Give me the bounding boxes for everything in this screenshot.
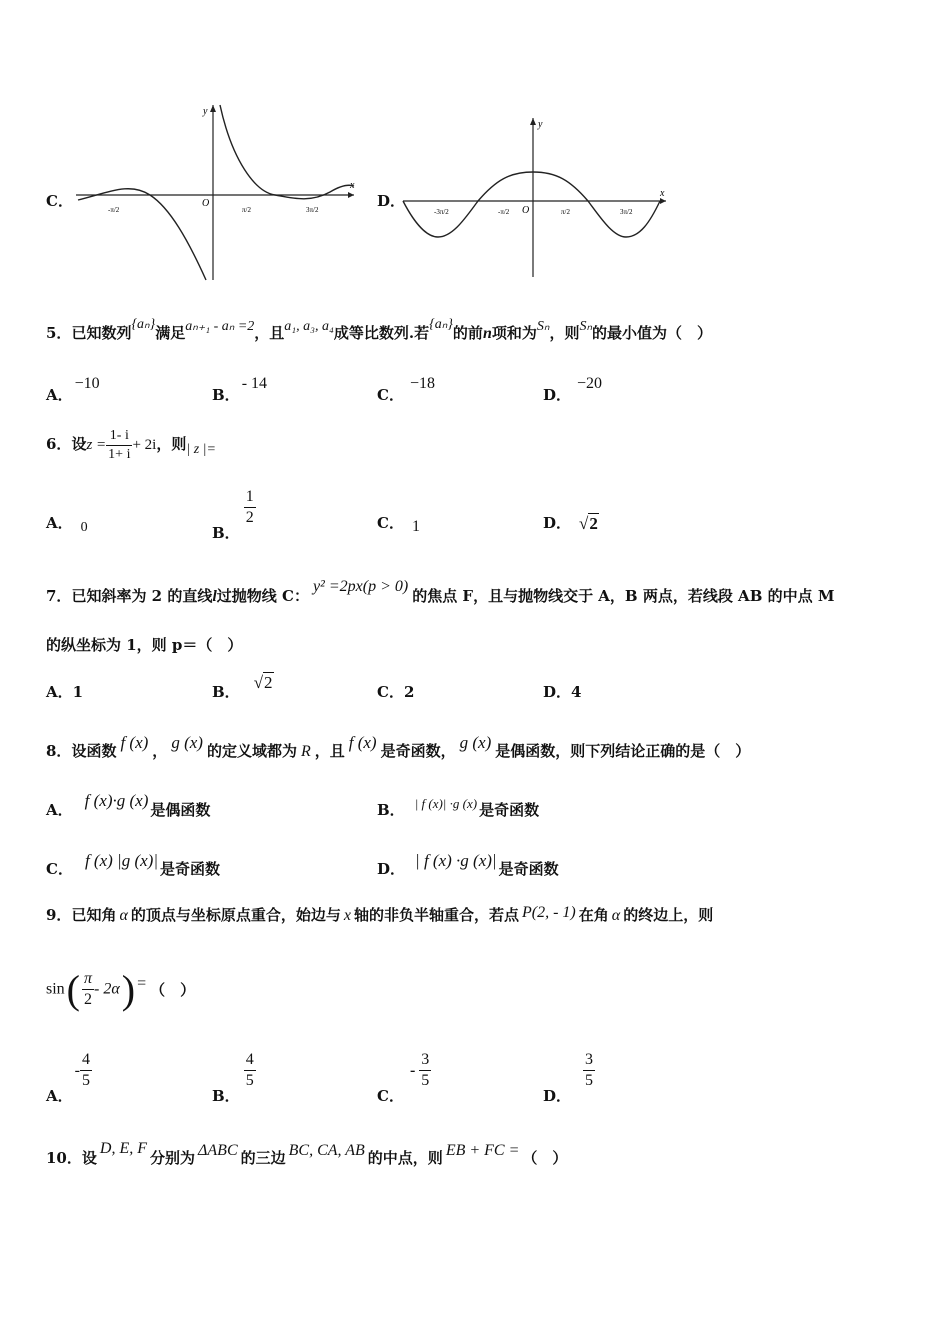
q8-option-d[interactable] bbox=[377, 851, 559, 879]
q9-option-c-num: 3 bbox=[419, 1050, 431, 1071]
q5-text-6: 项和为 bbox=[491, 324, 537, 342]
question-5 bbox=[46, 317, 713, 343]
q9-equals: = bbox=[137, 974, 147, 992]
q5-option-d[interactable] bbox=[543, 375, 603, 405]
q5-option-b[interactable] bbox=[212, 375, 268, 405]
q8-option-c[interactable] bbox=[46, 851, 221, 879]
q10-number: 10． bbox=[46, 1149, 82, 1167]
q5-option-b-value: - 14 bbox=[241, 375, 268, 392]
q10-expression: EB + FC = bbox=[445, 1142, 520, 1159]
q10-text-4: 的中点，则 bbox=[367, 1149, 443, 1167]
q6-option-a-label: A． bbox=[46, 514, 73, 532]
graph-d-tick-0: -3π/2 bbox=[434, 208, 449, 216]
q9-x: x bbox=[343, 907, 351, 924]
q9-right-paren: ) bbox=[121, 967, 136, 1012]
q7-option-b-label: B． bbox=[212, 683, 240, 701]
q9-option-b-label: B． bbox=[212, 1086, 240, 1105]
q9-alpha-2: α bbox=[611, 907, 621, 924]
q5-text-1: 已知数列 bbox=[71, 324, 132, 342]
q9-option-c[interactable] bbox=[377, 1050, 431, 1105]
q8-text-2: 的定义域都为 bbox=[206, 742, 297, 760]
q6-frac-num: 1- i bbox=[106, 427, 132, 446]
q5-terms: a₁, a₃, a₄ bbox=[284, 319, 334, 334]
q6-option-a[interactable] bbox=[46, 512, 88, 533]
q9-option-a-den: 5 bbox=[81, 1072, 90, 1089]
graph-d-origin: O bbox=[522, 205, 530, 216]
q9-option-d-num: 3 bbox=[583, 1050, 595, 1071]
q7-text-1: 已知斜率为 2 的直线 bbox=[71, 587, 213, 605]
question-10 bbox=[46, 1140, 568, 1168]
graph-c-origin: O bbox=[202, 198, 210, 209]
graph-c-y-arrow bbox=[210, 105, 216, 112]
q8-option-a-label: A． bbox=[46, 801, 73, 819]
q5-sn: Sₙ bbox=[536, 319, 550, 334]
q5-seq: {aₙ} bbox=[131, 317, 156, 332]
q6-option-d[interactable] bbox=[543, 512, 599, 533]
q5-text-8: 的最小值为（ ） bbox=[592, 324, 713, 342]
q9-option-c-den: 5 bbox=[421, 1072, 430, 1089]
graph-c bbox=[70, 100, 360, 285]
q7-option-d[interactable] bbox=[543, 681, 581, 702]
q10-sides: BC, CA, AB bbox=[288, 1142, 365, 1159]
q10-text-3: 的三边 bbox=[240, 1149, 286, 1167]
q9-left-paren: ( bbox=[66, 967, 80, 1012]
graph-d-y-label: y bbox=[538, 119, 543, 130]
graph-d-x-label: x bbox=[660, 188, 665, 199]
q5-option-d-label: D． bbox=[543, 386, 572, 404]
q7-text-3: 的焦点 F，且与抛物线交于 A，B 两点，若线段 AB 的中点 M bbox=[412, 587, 835, 605]
q9-point-P: P(2, - 1) bbox=[522, 904, 576, 921]
graph-c-x-label: x bbox=[350, 180, 355, 191]
q7-option-b-root: √2 bbox=[253, 673, 273, 692]
option-c-label: C． bbox=[46, 192, 73, 210]
q9-option-d-den: 5 bbox=[585, 1072, 594, 1089]
q6-text-2: ，则 bbox=[156, 435, 187, 453]
q9-option-c-label: C． bbox=[377, 1086, 404, 1105]
q6-number: 6． bbox=[46, 435, 72, 453]
q5-option-c-label: C． bbox=[377, 386, 404, 404]
q6-option-d-label: D． bbox=[543, 514, 572, 532]
q7-option-a[interactable] bbox=[46, 681, 83, 702]
graph-c-y-label: y bbox=[203, 106, 208, 117]
q7-option-a-value: 1 bbox=[72, 683, 84, 701]
q9-option-b-den: 5 bbox=[245, 1072, 254, 1089]
q9-two: 2 bbox=[84, 991, 92, 1008]
q9-option-a[interactable] bbox=[46, 1050, 92, 1105]
q5-option-a-value: −10 bbox=[74, 375, 100, 392]
q8-option-a-text: 是偶函数 bbox=[150, 801, 211, 819]
q5-option-a-label: A． bbox=[46, 386, 73, 404]
graph-d bbox=[398, 112, 673, 282]
q8-R: R bbox=[300, 743, 311, 760]
q9-alpha: α bbox=[119, 907, 128, 924]
q10-text-2: 分别为 bbox=[150, 1149, 196, 1167]
q6-lhs: z = bbox=[86, 437, 107, 453]
q6-option-b-den: 2 bbox=[245, 509, 254, 526]
q5-text-4: 成等比数列.若 bbox=[333, 324, 430, 342]
q8-option-c-text: 是奇函数 bbox=[160, 860, 221, 878]
q9-minus-2alpha: - 2α bbox=[94, 980, 120, 998]
q7-option-b[interactable] bbox=[212, 673, 274, 702]
q8-option-b[interactable] bbox=[377, 796, 540, 820]
graph-d-y-arrow bbox=[530, 118, 536, 125]
q5-n: n bbox=[482, 325, 492, 342]
q8-option-a[interactable] bbox=[46, 791, 211, 820]
q10-answer-paren: （ ） bbox=[522, 1149, 568, 1167]
q8-option-d-text: 是奇函数 bbox=[498, 860, 559, 878]
q7-line-2: 的纵坐标为 1，则 p＝（ ） bbox=[46, 636, 243, 654]
option-d-label: D． bbox=[377, 192, 406, 210]
graph-c-tick-0: -π/2 bbox=[108, 206, 120, 214]
q6-option-d-root: √2 bbox=[579, 514, 598, 533]
q7-option-c[interactable] bbox=[377, 681, 414, 702]
q5-text-7: ，则 bbox=[549, 324, 580, 342]
graph-c-x-arrow bbox=[348, 192, 354, 198]
graph-d-tick-3: 3π/2 bbox=[620, 208, 633, 216]
q8-option-b-text: 是奇函数 bbox=[479, 801, 540, 819]
q7-number: 7． bbox=[46, 587, 72, 605]
q8-f-2: f (x) bbox=[348, 733, 377, 752]
q6-option-c-value: 1 bbox=[411, 518, 420, 535]
q5-seq-2: {aₙ} bbox=[429, 317, 453, 332]
q6-frac-den: 1+ i bbox=[108, 446, 131, 462]
q6-option-a-value: 0 bbox=[80, 520, 88, 535]
q10-triangle: ΔABC bbox=[198, 1142, 238, 1159]
q6-rest: + 2i bbox=[132, 437, 157, 453]
q9-text-5: 的终边上，则 bbox=[623, 906, 714, 924]
q6-option-c-label: C． bbox=[377, 514, 404, 532]
q9-expression bbox=[46, 966, 195, 1013]
q7-equation: y² =2px(p > 0) bbox=[312, 578, 409, 595]
question-7 bbox=[46, 578, 835, 606]
q8-number: 8． bbox=[46, 742, 72, 760]
q8-option-b-expr: | f (x)| ·g (x) bbox=[414, 796, 478, 811]
q9-option-a-num: 4 bbox=[80, 1050, 92, 1071]
graph-c-tick-2: 3π/2 bbox=[306, 206, 319, 214]
question-8 bbox=[46, 733, 751, 761]
q9-sin: sin bbox=[46, 980, 65, 998]
q6-option-c[interactable] bbox=[377, 512, 420, 533]
q8-g: g (x) bbox=[171, 733, 203, 752]
q5-sn-2: Sₙ bbox=[579, 319, 593, 334]
q8-comma: ， bbox=[152, 742, 168, 760]
q9-option-a-sign: - bbox=[74, 1061, 80, 1079]
q7-option-d-value: 4 bbox=[571, 683, 582, 701]
q6-option-b-num: 1 bbox=[244, 487, 256, 508]
q7-option-a-label: A． bbox=[46, 683, 73, 701]
q6-option-d-radicand: 2 bbox=[589, 514, 598, 533]
q9-text-2: 的顶点与坐标原点重合，始边与 bbox=[130, 906, 341, 924]
q8-f: f (x) bbox=[120, 733, 149, 752]
question-9 bbox=[46, 904, 713, 925]
q7-option-c-label: C． bbox=[377, 683, 404, 701]
q5-relation: aₙ₊₁ - aₙ =2 bbox=[185, 319, 255, 334]
q5-text-5: 的前 bbox=[452, 324, 483, 342]
q9-pi: π bbox=[82, 969, 94, 990]
q10-text-1: 设 bbox=[81, 1149, 97, 1167]
q9-option-d[interactable] bbox=[543, 1050, 595, 1105]
q8-option-c-expr: f (x) |g (x)| bbox=[84, 851, 159, 870]
q7-text-2: 过抛物线 C： bbox=[216, 587, 309, 605]
q7-l: l bbox=[212, 588, 217, 605]
q5-text-2: 满足 bbox=[155, 324, 186, 342]
q6-abs: | z |= bbox=[186, 442, 216, 457]
graph-c-right-curve bbox=[220, 105, 354, 199]
graph-d-tick-1: -π/2 bbox=[498, 208, 510, 216]
graph-d-curve bbox=[403, 172, 660, 237]
q5-text-3: ，且 bbox=[254, 324, 285, 342]
graph-c-left-curve bbox=[78, 189, 206, 280]
q7-option-b-radicand: 2 bbox=[264, 673, 273, 692]
q5-option-d-value: −20 bbox=[577, 375, 603, 392]
q8-text-5: 是偶函数，则下列结论正确的是（ ） bbox=[495, 742, 751, 760]
q10-points: D, E, F bbox=[99, 1140, 147, 1157]
q7-option-d-label: D． bbox=[543, 683, 572, 701]
q8-option-d-expr: | f (x) ·g (x)| bbox=[415, 851, 497, 870]
q5-option-c[interactable] bbox=[377, 375, 435, 405]
q9-option-c-sign: - bbox=[409, 1061, 416, 1079]
q9-option-b-num: 4 bbox=[244, 1050, 256, 1071]
q8-option-a-expr: f (x)·g (x) bbox=[84, 791, 149, 810]
q7-option-c-value: 2 bbox=[403, 683, 415, 701]
q8-text-3: ，且 bbox=[314, 742, 345, 760]
question-6 bbox=[46, 427, 216, 463]
q9-option-d-label: D． bbox=[543, 1086, 572, 1105]
q6-option-b-label: B． bbox=[212, 523, 240, 542]
q5-option-a[interactable] bbox=[46, 375, 100, 405]
q5-number: 5． bbox=[46, 324, 72, 342]
q9-text-1: 已知角 bbox=[71, 906, 117, 924]
q8-option-c-label: C． bbox=[46, 860, 73, 878]
q8-text-1: 设函数 bbox=[71, 742, 117, 760]
q8-option-b-label: B． bbox=[377, 801, 405, 819]
q8-text-4: 是奇函数， bbox=[380, 742, 456, 760]
q9-answer-paren: （ ） bbox=[150, 981, 196, 999]
q6-text-1: 设 bbox=[71, 435, 87, 453]
q9-text-3: 轴的非负半轴重合，若点 bbox=[353, 906, 519, 924]
q6-option-b[interactable] bbox=[212, 487, 256, 542]
q8-option-d-label: D． bbox=[377, 860, 406, 878]
q8-g-2: g (x) bbox=[459, 733, 492, 752]
q5-option-c-value: −18 bbox=[409, 375, 435, 392]
q9-option-a-label: A． bbox=[46, 1086, 73, 1105]
graph-d-tick-2: π/2 bbox=[561, 208, 570, 216]
q9-option-b[interactable] bbox=[212, 1050, 256, 1105]
q9-number: 9． bbox=[46, 906, 72, 924]
q5-option-b-label: B． bbox=[212, 386, 240, 404]
graph-c-tick-1: π/2 bbox=[242, 206, 251, 214]
q9-text-4: 在角 bbox=[578, 906, 609, 924]
